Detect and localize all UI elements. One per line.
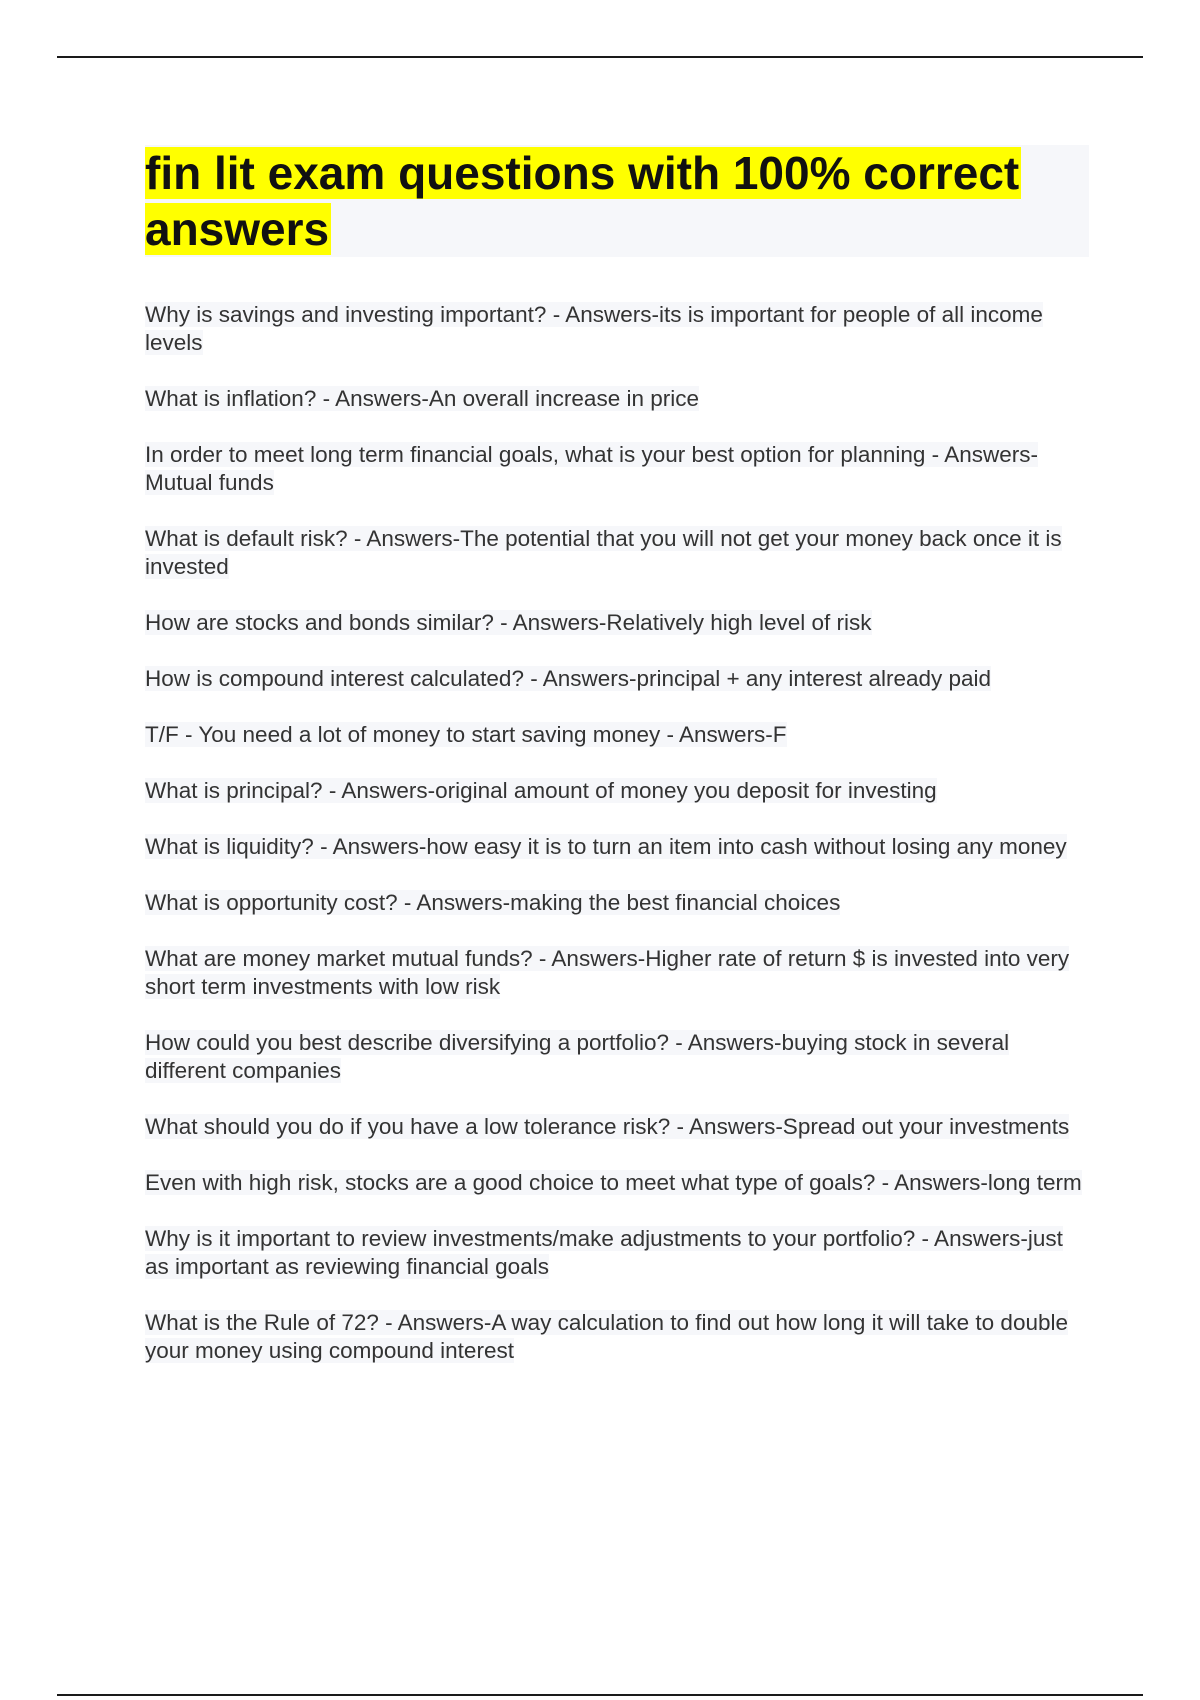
qa-item [145, 301, 1089, 357]
qa-item-text: What is liquidity? - Answers-how easy it is to turn an item into cash without losing any money [145, 834, 1067, 859]
qa-item [145, 1225, 1089, 1281]
qa-item-text: What is the Rule of 72? - Answers-A way calculation to find out how long it will take to double your money using compound interest [145, 1310, 1068, 1363]
qa-item-text: How are stocks and bonds similar? - Answers-Relatively high level of risk [145, 610, 872, 635]
qa-item-text: How is compound interest calculated? - Answers-principal + any interest already paid [145, 666, 992, 691]
qa-item-text: What is principal? - Answers-original amount of money you deposit for investing [145, 778, 937, 803]
qa-item-text: What should you do if you have a low tolerance risk? - Answers-Spread out your investments [145, 1114, 1070, 1139]
qa-item-text: What are money market mutual funds? - Answers-Higher rate of return $ is invested into very short term investments with low risk [145, 946, 1070, 999]
qa-item [145, 833, 1089, 861]
qa-item [145, 1169, 1089, 1197]
document-title [145, 145, 1089, 257]
qa-item [145, 665, 1089, 693]
footer-rule [57, 1694, 1143, 1696]
header-rule [57, 56, 1143, 58]
qa-item [145, 777, 1089, 805]
qa-item [145, 889, 1089, 917]
qa-item [145, 385, 1089, 413]
qa-item-text: Even with high risk, stocks are a good choice to meet what type of goals? - Answers-long term [145, 1170, 1082, 1195]
qa-item-text: Why is it important to review investments/make adjustments to your portfolio? - Answers-just as important as reviewing financial goals [145, 1226, 1063, 1279]
qa-item [145, 945, 1089, 1001]
document-title-text: fin lit exam questions with 100% correct answers [145, 147, 1020, 255]
qa-item [145, 1029, 1089, 1085]
qa-item [145, 525, 1089, 581]
qa-item-text: What is opportunity cost? - Answers-making the best financial choices [145, 890, 841, 915]
qa-item-text: T/F - You need a lot of money to start saving money - Answers-F [145, 722, 787, 747]
qa-item [145, 1309, 1089, 1365]
qa-item-text: How could you best describe diversifying a portfolio? - Answers-buying stock in several different companies [145, 1030, 1010, 1083]
qa-item-text: What is inflation? - Answers-An overall increase in price [145, 386, 699, 411]
qa-list [145, 301, 1089, 1393]
qa-item [145, 609, 1089, 637]
title-block [145, 145, 1089, 257]
qa-item-text: What is default risk? - Answers-The potential that you will not get your money back once it is invested [145, 526, 1062, 579]
qa-item-text: In order to meet long term financial goals, what is your best option for planning - Answers-Mutual funds [145, 442, 1038, 495]
qa-item-text: Why is savings and investing important? - Answers-its is important for people of all income levels [145, 302, 1043, 355]
qa-item [145, 441, 1089, 497]
qa-item [145, 721, 1089, 749]
qa-item [145, 1113, 1089, 1141]
